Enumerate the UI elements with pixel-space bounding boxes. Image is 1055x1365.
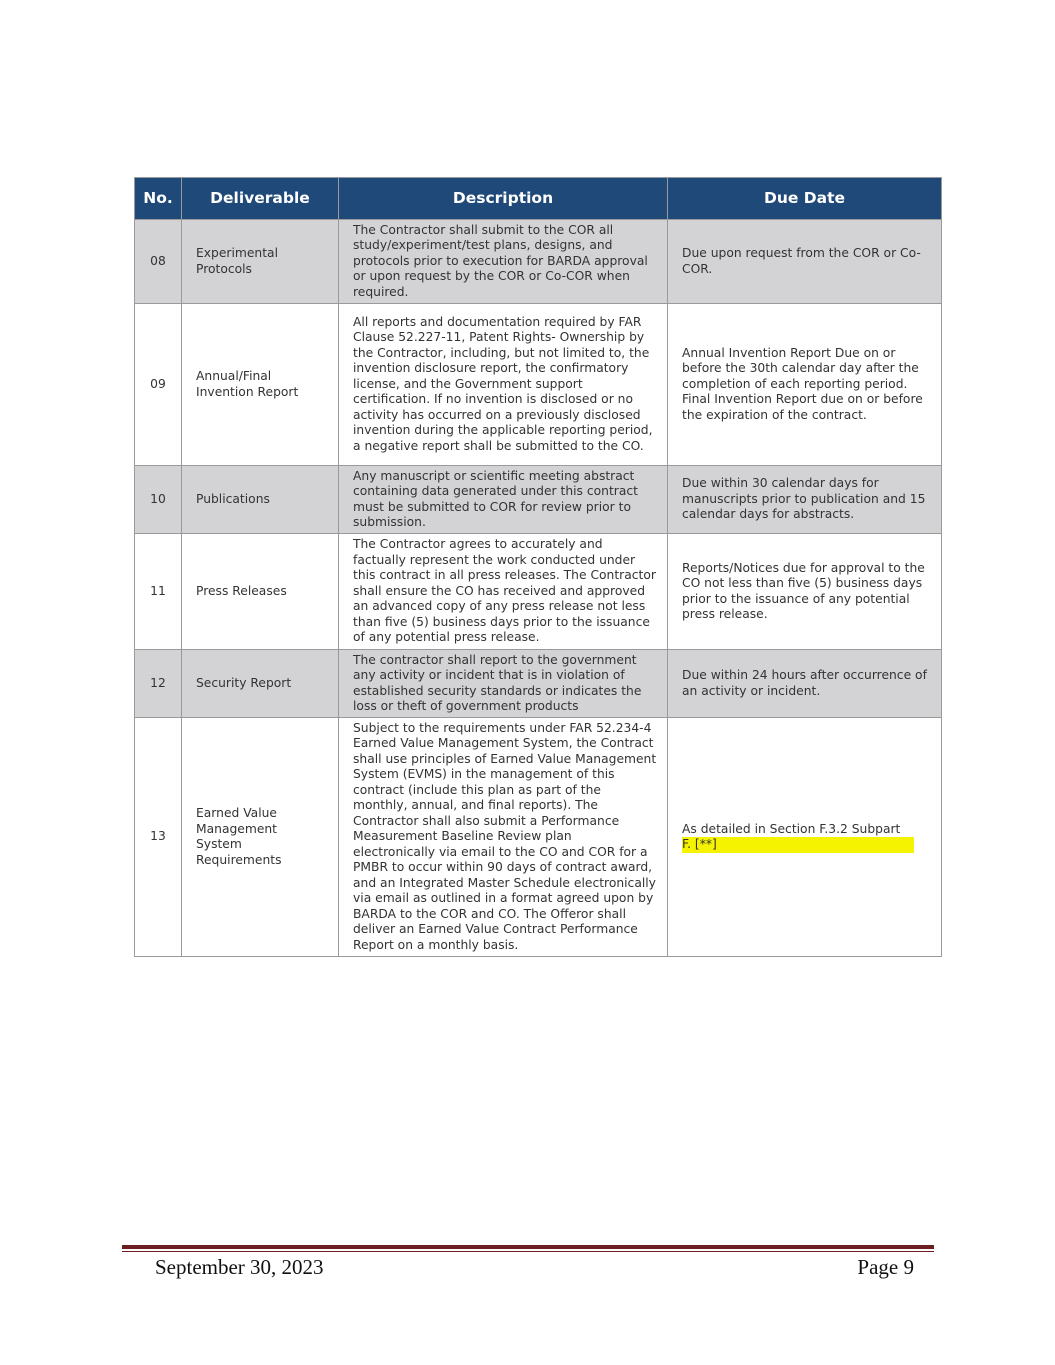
row-due-date: Annual Invention Report Due on or before the 30th calendar day after the completion of each reporting period. Final Invention Report due on or before the expiration of the contract. xyxy=(668,304,942,466)
row-number: 11 xyxy=(135,534,182,650)
header-description: Description xyxy=(339,178,668,220)
header-due-date: Due Date xyxy=(668,178,942,220)
table-row xyxy=(135,534,942,650)
row-number: 10 xyxy=(135,466,182,534)
row-deliverable: Annual/Final Invention Report xyxy=(182,304,339,466)
table-row xyxy=(135,304,942,466)
row-deliverable: Press Releases xyxy=(182,534,339,650)
table-row xyxy=(135,220,942,304)
row-deliverable: Earned Value Management System Requirements xyxy=(182,718,339,957)
row-deliverable: Security Report xyxy=(182,650,339,718)
footer-page-number: Page 9 xyxy=(857,1255,914,1279)
footer-rule xyxy=(122,1245,934,1249)
row-description: Subject to the requirements under FAR 52.234-4 Earned Value Management System, the Contract shall use principles of Earned Value Management System (EVMS) in the management of this contract (include this plan as part of the monthly, annual, and final reports). The Contractor shall also submit a Performance Measurement Baseline Review plan electronically via email to the CO and COR for a PMBR to occur within 90 days of contract award, and an Integrated Master Schedule electronically via email as outlined in a format agreed upon by BARDA to the COR and CO. The Offeror shall deliver an Earned Value Contract Performance Report on a monthly basis. xyxy=(339,718,668,957)
row-number: 13 xyxy=(135,718,182,957)
table-row xyxy=(135,466,942,534)
table-header-row xyxy=(135,178,942,220)
row-due-date-cell xyxy=(668,718,942,957)
row-due-date: Reports/Notices due for approval to the CO not less than five (5) business days prior to the issuance of any potential press release. xyxy=(668,534,942,650)
row-description: The Contractor agrees to accurately and factually represent the work conducted under this contract in all press releases. The Contractor shall ensure the CO has received and approved an advanced copy of any press release not less than five (5) business days prior to the issuance of any potential press release. xyxy=(339,534,668,650)
row-due-date: As detailed in Section F.3.2 Subpart xyxy=(682,821,901,836)
row-description: The Contractor shall submit to the COR all study/experiment/test plans, designs, and protocols prior to execution for BARDA approval or upon request by the COR or Co-COR when required. xyxy=(339,220,668,304)
table-row xyxy=(135,650,942,718)
row-number: 08 xyxy=(135,220,182,304)
row-due-date: Due upon request from the COR or Co-COR. xyxy=(668,220,942,304)
table-row xyxy=(135,718,942,957)
footer-date: September 30, 2023 xyxy=(155,1255,324,1279)
row-deliverable: Publications xyxy=(182,466,339,534)
row-description: All reports and documentation required by FAR Clause 52.227-11, Patent Rights- Ownership by the Contractor, including, but not limited to, the invention disclosure report, the confirmatory license, and the Government support certification. If no invention is disclosed or no activity has occurred on a previously disclosed invention during the applicable reporting period, a negative report shall be submitted to the CO. xyxy=(339,304,668,466)
row-description: Any manuscript or scientific meeting abstract containing data generated under this contract must be submitted to COR for review prior to submission. xyxy=(339,466,668,534)
row-due-date: Due within 30 calendar days for manuscripts prior to publication and 15 calendar days for abstracts. xyxy=(668,466,942,534)
row-number: 12 xyxy=(135,650,182,718)
deliverables-table xyxy=(134,177,942,957)
header-deliverable: Deliverable xyxy=(182,178,339,220)
row-due-date: Due within 24 hours after occurrence of an activity or incident. xyxy=(668,650,942,718)
row-description: The contractor shall report to the government any activity or incident that is in violation of established security standards or indicates the loss or theft of government products xyxy=(339,650,668,718)
row-number: 09 xyxy=(135,304,182,466)
header-no: No. xyxy=(135,178,182,220)
footer-rule-thin xyxy=(122,1251,934,1252)
row-deliverable: Experimental Protocols xyxy=(182,220,339,304)
highlighted-redaction: F. [**] xyxy=(682,837,914,853)
